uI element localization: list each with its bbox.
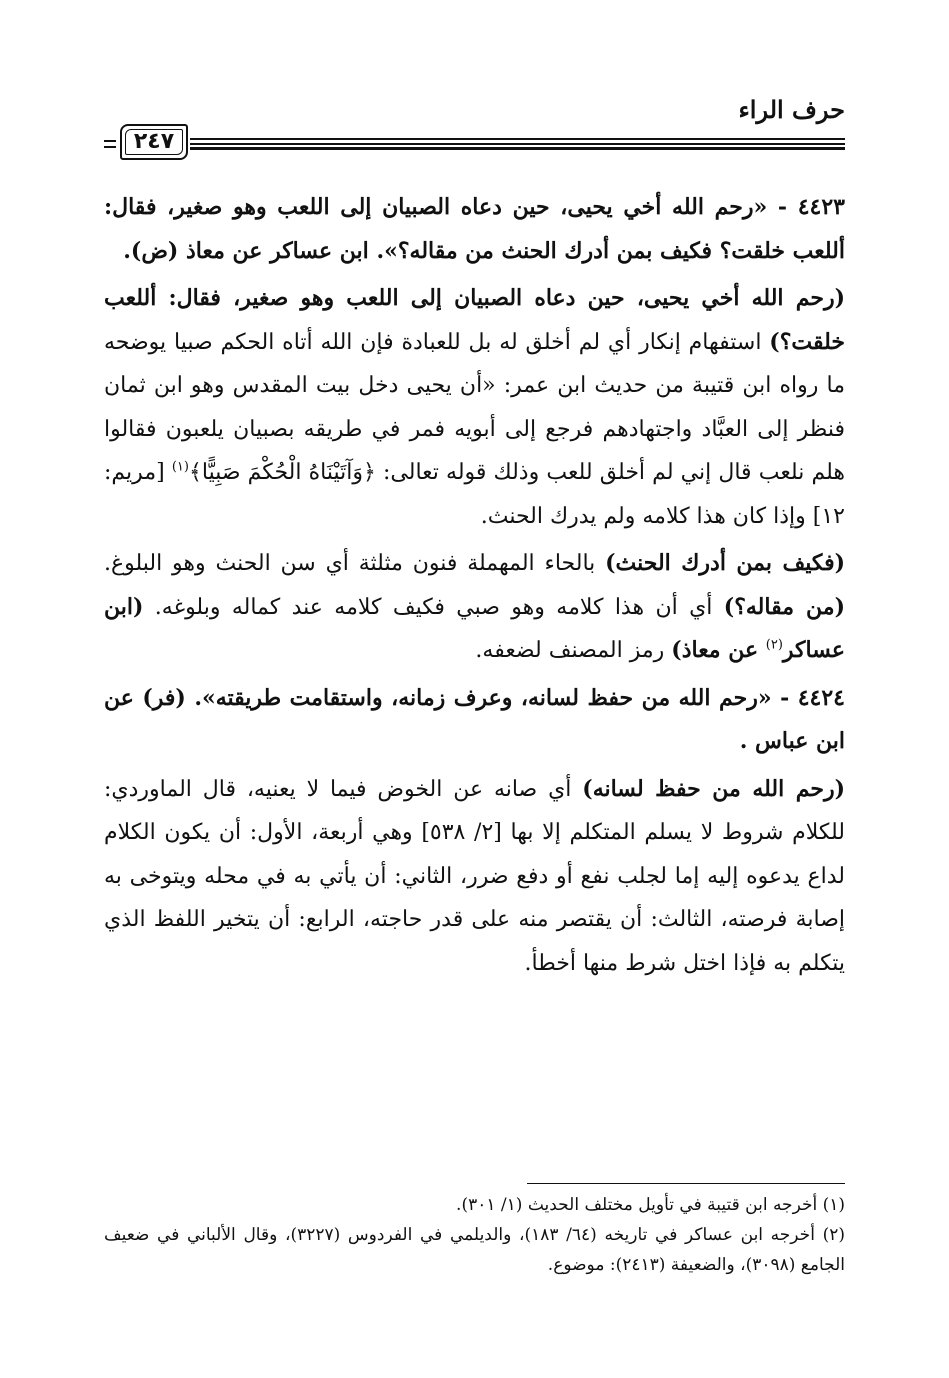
hadith-text: «رحم الله من حفظ لسانه، وعرف زمانه، واستقامت طريقته». (فر) عن ابن عباس .: [104, 684, 845, 754]
commentary-lemma: (رحم الله من حفظ لسانه): [582, 775, 846, 802]
commentary-text: أي صانه عن الخوض فيما لا يعنيه، قال الماوردي: للكلام شروط لا يسلم المتكلم إلا بها [٢/ ٥٣٨] وهي أربعة، الأول: أن يكون الكلام لداع يدعوه إليه إما لجلب نفع أو دفع ضرر، الثاني: أن يأتي به في محله ويتوخى به إصابة فرصته، الثالث: أن يقتصر منه على قدر حاجته، الرابع: أن يتخير اللفظ الذي يتكلم به فإذا اختل شرط منها أخطأ.: [104, 776, 845, 976]
hadith-text: «رحم الله أخي يحيى، حين دعاه الصبيان إلى اللعب وهو صغير، فقال: أللعب خلقت؟ فكيف بمن أدرك الحنث من مقاله؟»: [104, 194, 845, 264]
running-title: حرف الراء: [738, 95, 845, 124]
hadith-entry-4423: [104, 186, 845, 273]
commentary-text: استفهام إنكار أي لم أخلق له بل للعبادة فإن الله أتاه الحكم صبيا يوضحه ما رواه ابن قتيبة من حديث ابن عمر: «أن يحيى دخل بيت المقدس وهو ابن ثمان فنظر إلى العبَّاد واجتهادهم فرجع إلى أبويه فمر في طريقه بصبيان يلعبون فقالوا هلم نلعب قال إني لم أخلق للعب وذلك قوله تعالى:: [104, 329, 845, 485]
commentary-lemma: (رحم الله أخي يحيى، حين دعاه الصبيان إلى اللعب وهو صغير، فقال: أللعب خلقت؟): [104, 285, 845, 355]
commentary-lemma: عن معاذ): [671, 637, 766, 663]
commentary-paragraph: [104, 277, 845, 538]
footnotes: [104, 1190, 845, 1280]
footnote-1: (١) أخرجه ابن قتيبة في تأويل مختلف الحديث (١/ ٣٠١).: [456, 1195, 845, 1215]
main-text: [104, 186, 845, 989]
page-number: ٢٤٧: [133, 129, 175, 154]
commentary-lemma: (من مقاله؟): [723, 593, 845, 620]
commentary-paragraph: [104, 542, 845, 673]
commentary-paragraph: [104, 768, 845, 986]
commentary-text: أي أن هذا كلامه وهو صبي فكيف كلامه عند كماله وبلوغه.: [143, 594, 724, 620]
hadith-source: . ابن عساكر عن معاذ (ض).: [123, 237, 385, 264]
commentary-lemma: (ابن عساكر: [104, 593, 845, 663]
hadith-entry-4424: [104, 677, 845, 764]
hadith-number: ٤٤٢٤ -: [771, 684, 845, 711]
header-rule: [190, 138, 845, 150]
hadith-number: ٤٤٢٣ -: [767, 194, 845, 220]
footnote-ref: (٢): [765, 637, 783, 653]
commentary-text: رمز المصنف لضعفه.: [475, 638, 672, 663]
footnote-2: (٢) أخرجه ابن عساكر في تاريخه (٦٤/ ١٨٣)، والديلمي في الفردوس (٣٢٢٧)، وقال الألباني في ضعيف الجامع (٣٠٩٨)، والضعيفة (٢٤١٣): موضوع.: [104, 1225, 845, 1275]
footnote-separator: [527, 1183, 845, 1184]
quran-verse: ﴿وَآتَيْنَاهُ الْحُكْمَ صَبِيًّا﴾: [188, 460, 376, 485]
commentary-text: بالحاء المهملة فنون مثلثة أي سن الحنث وهو البلوغ.: [104, 551, 606, 576]
footnote-ref: (١): [171, 459, 189, 475]
commentary-lemma: (فكيف بمن أدرك الحنث): [605, 550, 845, 576]
commentary-text: [مريم: ١٢] وإذا كان هذا كلامه ولم يدرك الحنث.: [104, 460, 845, 529]
page-number-frame: [120, 124, 188, 160]
header-ornament: [104, 138, 116, 150]
